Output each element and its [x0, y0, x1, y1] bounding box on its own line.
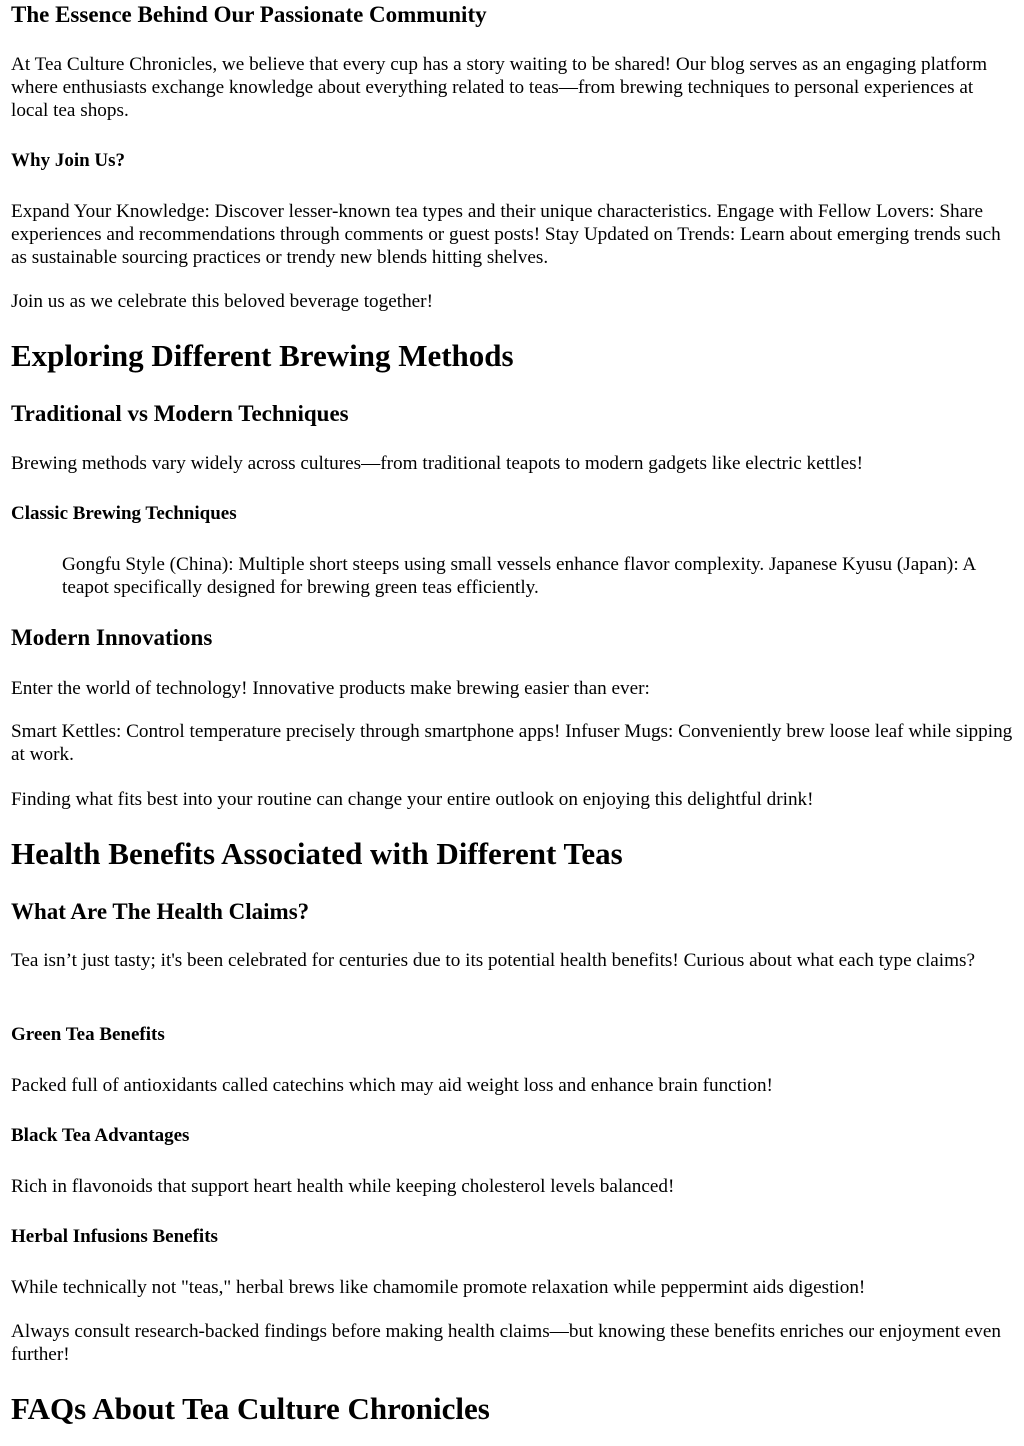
classic-brewing-heading: Classic Brewing Techniques — [11, 503, 237, 524]
why-join-text: Expand Your Knowledge: Discover lesser-known tea types and their unique characteristics. Engage with Fellow Lovers: Share experiences and recommendations through comments or guest posts! Stay Updated on Trends: Learn about emerging trends such as sustainable sourcing practices or trendy new blends hitting shelves. — [11, 201, 1001, 268]
modern-innovations-heading: Modern Innovations — [11, 625, 213, 650]
health-intro: Tea isn’t just tasty; it's been celebrated for centuries due to its potential health benefits! Curious about what each type claims? — [11, 950, 976, 971]
faqs-heading: FAQs About Tea Culture Chronicles — [11, 1391, 490, 1426]
community-closing: Join us as we celebrate this beloved beverage together! — [11, 291, 433, 312]
community-intro: At Tea Culture Chronicles, we believe that every cup has a story waiting to be shared! Our blog serves as an engaging platform where enthusiasts exchange knowledge about everything related to teas—from brewing techniques to personal experiences at local tea shops. — [11, 54, 988, 121]
health-subheading: What Are The Health Claims? — [11, 899, 310, 924]
brewing-closing: Finding what fits best into your routine can change your entire outlook on enjoying this delightful drink! — [11, 789, 814, 810]
black-tea-heading: Black Tea Advantages — [11, 1125, 190, 1146]
herbal-text: While technically not "teas," herbal brews like chamomile promote relaxation while peppermint aids digestion! — [11, 1277, 866, 1298]
herbal-heading: Herbal Infusions Benefits — [11, 1226, 218, 1247]
green-tea-text: Packed full of antioxidants called catechins which may aid weight loss and enhance brain function! — [11, 1075, 773, 1096]
community-heading: The Essence Behind Our Passionate Community — [11, 2, 487, 27]
brewing-heading: Exploring Different Brewing Methods — [11, 338, 514, 373]
green-tea-heading: Green Tea Benefits — [11, 1024, 165, 1045]
modern-text: Smart Kettles: Control temperature precisely through smartphone apps! Infuser Mugs: Conveniently brew loose leaf while sipping at work. — [11, 721, 1013, 765]
black-tea-text: Rich in flavonoids that support heart health while keeping cholesterol levels balanced! — [11, 1176, 675, 1197]
why-join-heading: Why Join Us? — [11, 150, 126, 171]
brewing-intro: Brewing methods vary widely across cultures—from traditional teapots to modern gadgets like electric kettles! — [11, 453, 863, 474]
health-closing: Always consult research-backed findings before making health claims—but knowing these benefits enriches our enjoyment even further! — [11, 1321, 1001, 1365]
brewing-subheading: Traditional vs Modern Techniques — [11, 401, 349, 426]
modern-intro: Enter the world of technology! Innovative products make brewing easier than ever: — [11, 678, 650, 699]
health-heading: Health Benefits Associated with Different Teas — [11, 836, 623, 871]
classic-brewing-text: Gongfu Style (China): Multiple short steeps using small vessels enhance flavor complexity. Japanese Kyusu (Japan): A teapot specifically designed for brewing green teas efficiently. — [62, 554, 976, 598]
